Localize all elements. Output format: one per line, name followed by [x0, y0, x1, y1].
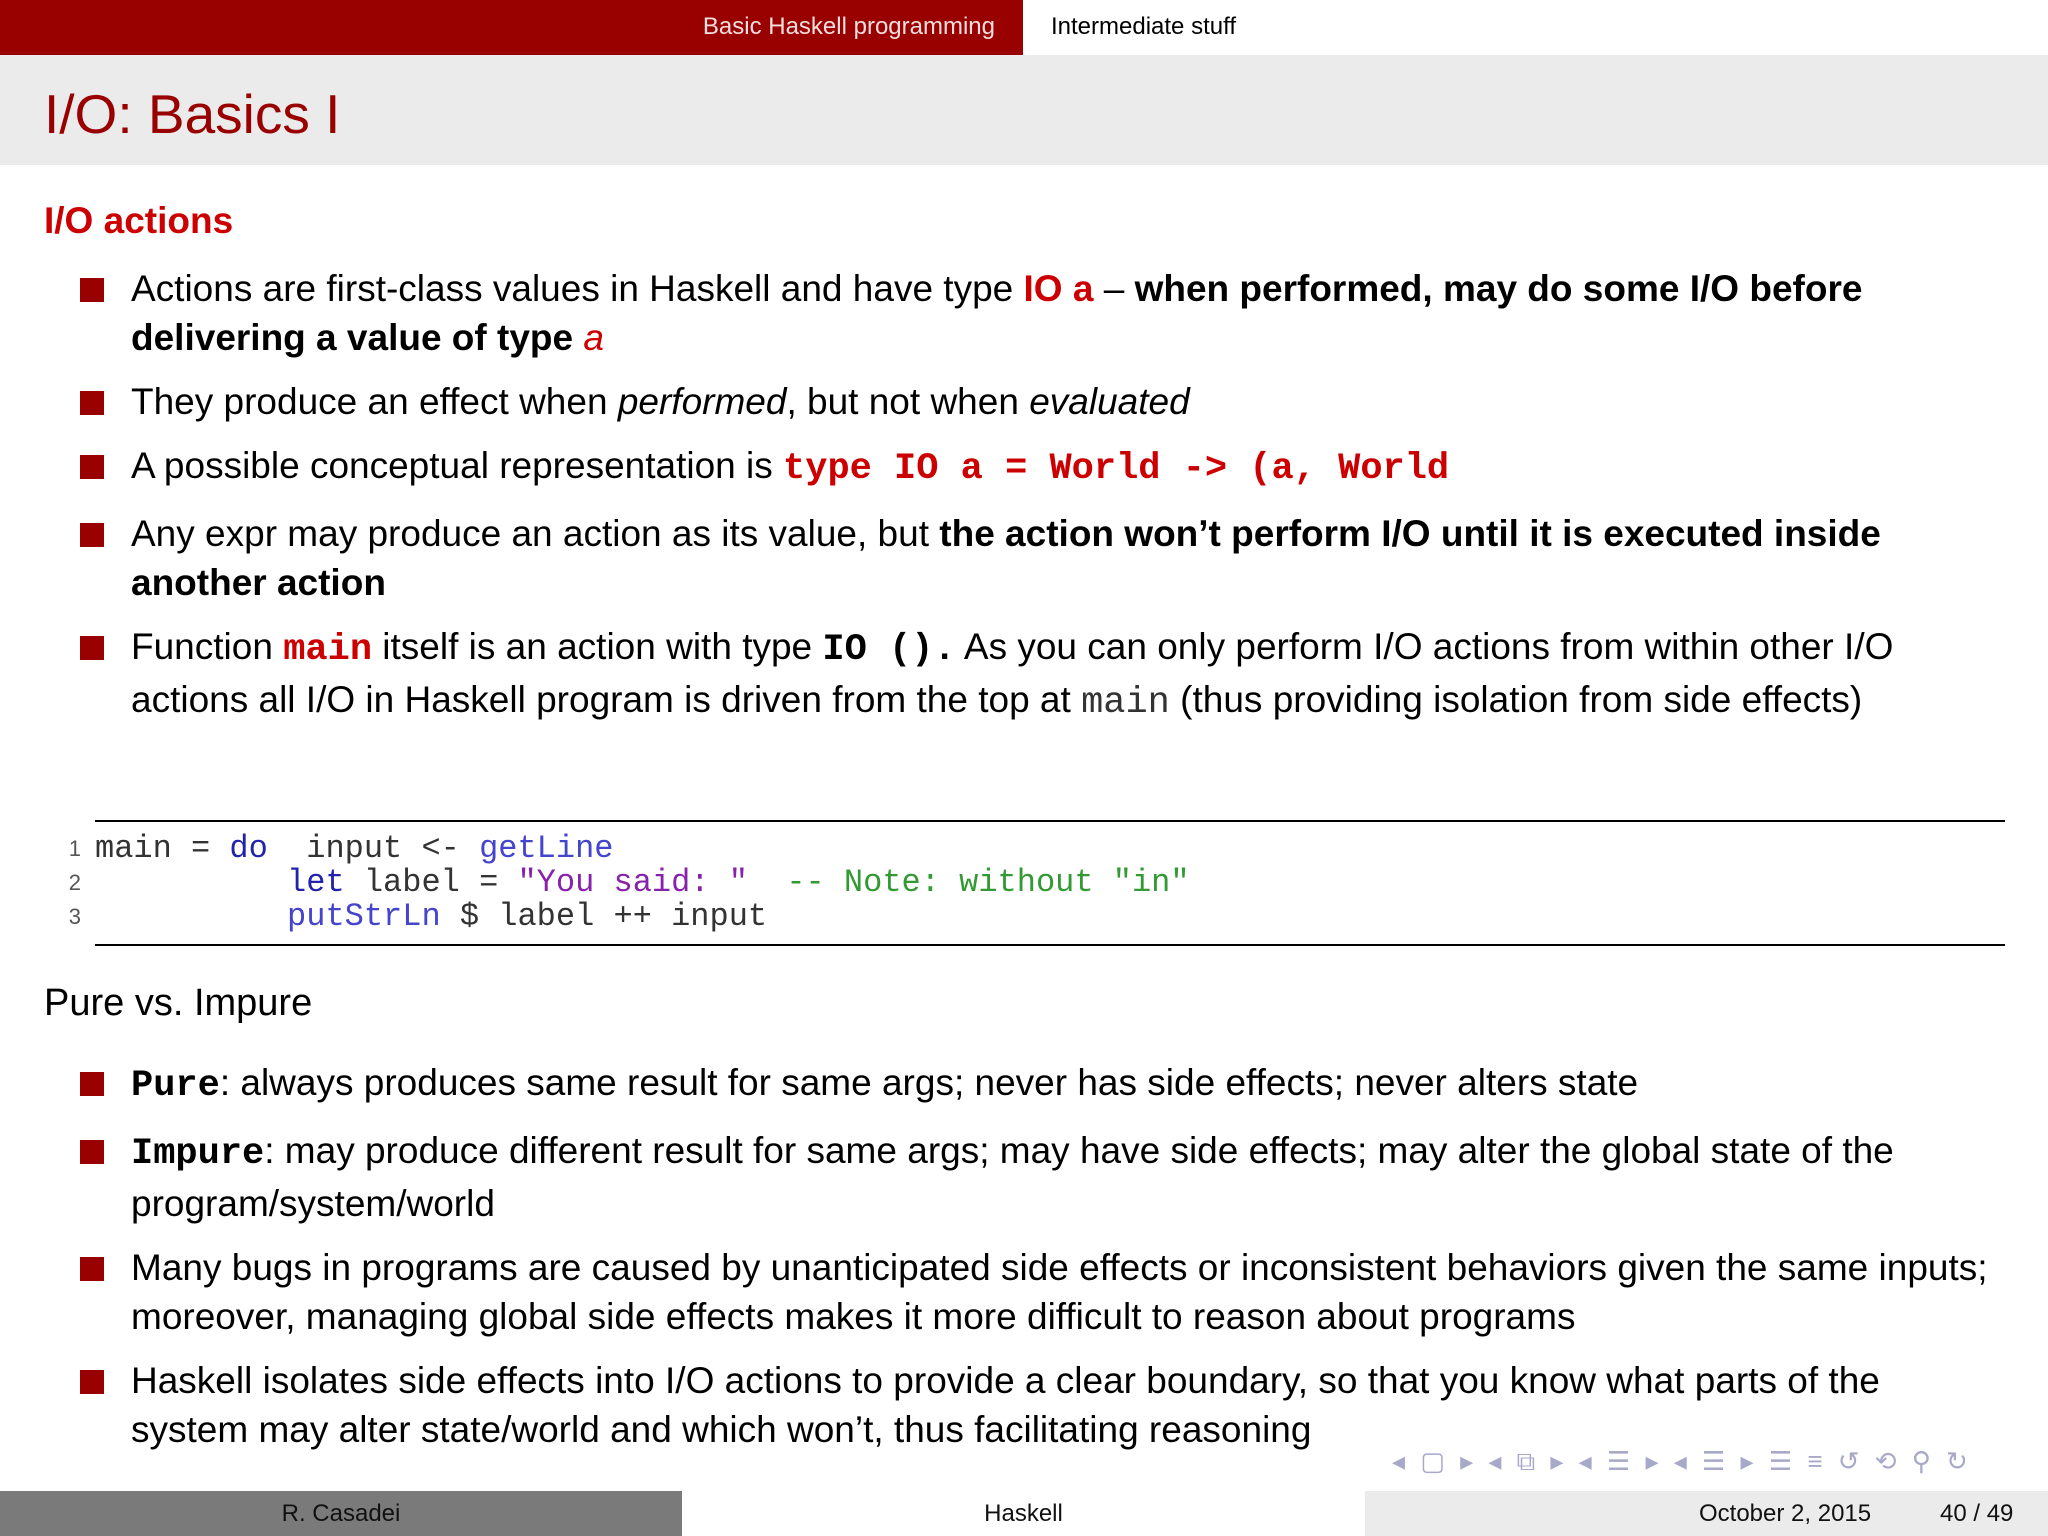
code-indent — [95, 898, 287, 935]
nav-section-intermediate[interactable] — [1023, 0, 2048, 55]
pure-impure-list — [44, 1058, 2004, 1454]
item-text: They produce an effect when — [131, 381, 618, 422]
inline-code-pure: Pure — [131, 1065, 220, 1107]
code-text: input <- — [267, 830, 480, 867]
io-actions-list — [44, 264, 2004, 728]
inline-code-main: main — [283, 629, 373, 671]
footer-author-cell — [0, 1491, 682, 1536]
emphasis-text: when performed, may do some I/O before delivering a value of type — [131, 268, 1863, 358]
item-text: Haskell isolates side effects into I/O actions to provide a clear boundary, so that you know what parts of the system may alter state/world and which won’t, thus facilitating reasoning — [131, 1360, 1880, 1450]
footer-title: Haskell — [984, 1500, 1063, 1527]
list-item — [44, 441, 2004, 494]
nav-section-basic-haskell[interactable] — [0, 0, 1023, 55]
list-item — [44, 1126, 2004, 1228]
code-text: $ label ++ input — [440, 898, 768, 935]
code-text — [748, 864, 786, 901]
code-text: label = — [344, 864, 518, 901]
inline-code-io-unit: IO (). — [822, 629, 956, 671]
code-function: getLine — [479, 830, 614, 867]
code-line — [68, 864, 2005, 901]
line-number: 1 — [68, 836, 81, 861]
footer-date: October 2, 2015 — [1699, 1500, 1872, 1527]
line-number: 3 — [68, 904, 81, 929]
item-text: itself is an action with type — [372, 626, 823, 667]
io-actions-block — [44, 200, 2004, 743]
item-text: , but not when — [786, 381, 1030, 422]
inline-code-type: type IO a = World -> (a, World — [783, 448, 1450, 490]
nav-section-label: Basic Haskell programming — [702, 13, 995, 40]
footer-title-cell — [682, 1491, 1365, 1536]
slide-title-bar — [0, 55, 2048, 165]
block-title: I/O actions — [44, 200, 234, 241]
footer-date-cell — [1365, 1491, 2048, 1536]
nav-section-label: Intermediate stuff — [1051, 13, 1236, 40]
beamer-navigation-icons[interactable]: ◂ ▢ ▸ ◂ ⧉ ▸ ◂ ☰ ▸ ◂ ☰ ▸ ☰ ≡ ↺ ⟲ ⚲ ↻ — [1392, 1446, 1972, 1476]
emphasis-text: the action won’t perform I/O until it is executed inside another action — [131, 513, 1881, 603]
code-text: main = — [95, 830, 230, 867]
item-text: A possible conceptual representation is — [131, 445, 784, 486]
code-listing — [68, 820, 2005, 946]
item-text: Any expr may produce an action as its value, but — [131, 513, 940, 554]
item-text: (thus providing isolation from side effects) — [1169, 679, 1863, 720]
item-text: Function — [131, 626, 284, 667]
inline-code-impure: Impure — [131, 1133, 265, 1175]
section-navigation-bar — [0, 0, 2048, 55]
page-number: 40 / 49 — [1940, 1500, 2014, 1527]
code-function: putStrLn — [287, 898, 441, 935]
slide-title: I/O: Basics I — [44, 83, 341, 145]
item-text: Actions are first-class values in Haskell and have type — [131, 268, 1024, 309]
code-indent — [95, 864, 287, 901]
emphasis-evaluated: evaluated — [1029, 381, 1190, 422]
list-item — [44, 509, 2004, 607]
type-var-a: a — [583, 317, 604, 358]
code-keyword: do — [229, 830, 268, 867]
code-keyword: let — [287, 864, 345, 901]
list-item — [44, 1356, 2004, 1454]
pure-impure-block — [44, 1058, 2004, 1469]
code-line — [68, 830, 2005, 867]
item-text: : may produce different result for same args; may have side effects; may alter the global state of the program/system/world — [131, 1130, 1894, 1224]
emphasis-performed: performed — [617, 381, 787, 422]
footer-bar — [0, 1491, 2048, 1536]
code-comment: -- Note: without "in" — [786, 864, 1190, 901]
item-text: As you can only perform I/O actions from within other I/O actions all I/O in Haskell program is driven from the top at — [131, 626, 1894, 720]
code-string: "You said: " — [517, 864, 748, 901]
line-number: 2 — [68, 870, 81, 895]
dash: – — [1093, 268, 1135, 309]
footer-author: R. Casadei — [281, 1500, 401, 1527]
list-item — [44, 377, 2004, 426]
code-line — [68, 898, 2005, 935]
item-text: Many bugs in programs are caused by unanticipated side effects or inconsistent behaviors given the same inputs; moreover, managing global side effects makes it more difficult to reason about programs — [131, 1247, 1988, 1337]
item-text: : always produces same result for same args; never has side effects; never alters state — [219, 1062, 1639, 1103]
list-item — [44, 1243, 2004, 1341]
inline-code-main-plain: main — [1081, 682, 1170, 724]
section-heading: Pure vs. Impure — [44, 982, 313, 1024]
list-item — [44, 622, 2004, 728]
list-item — [44, 1058, 2004, 1111]
list-item — [44, 264, 2004, 362]
type-io-a: IO a — [1023, 268, 1094, 309]
